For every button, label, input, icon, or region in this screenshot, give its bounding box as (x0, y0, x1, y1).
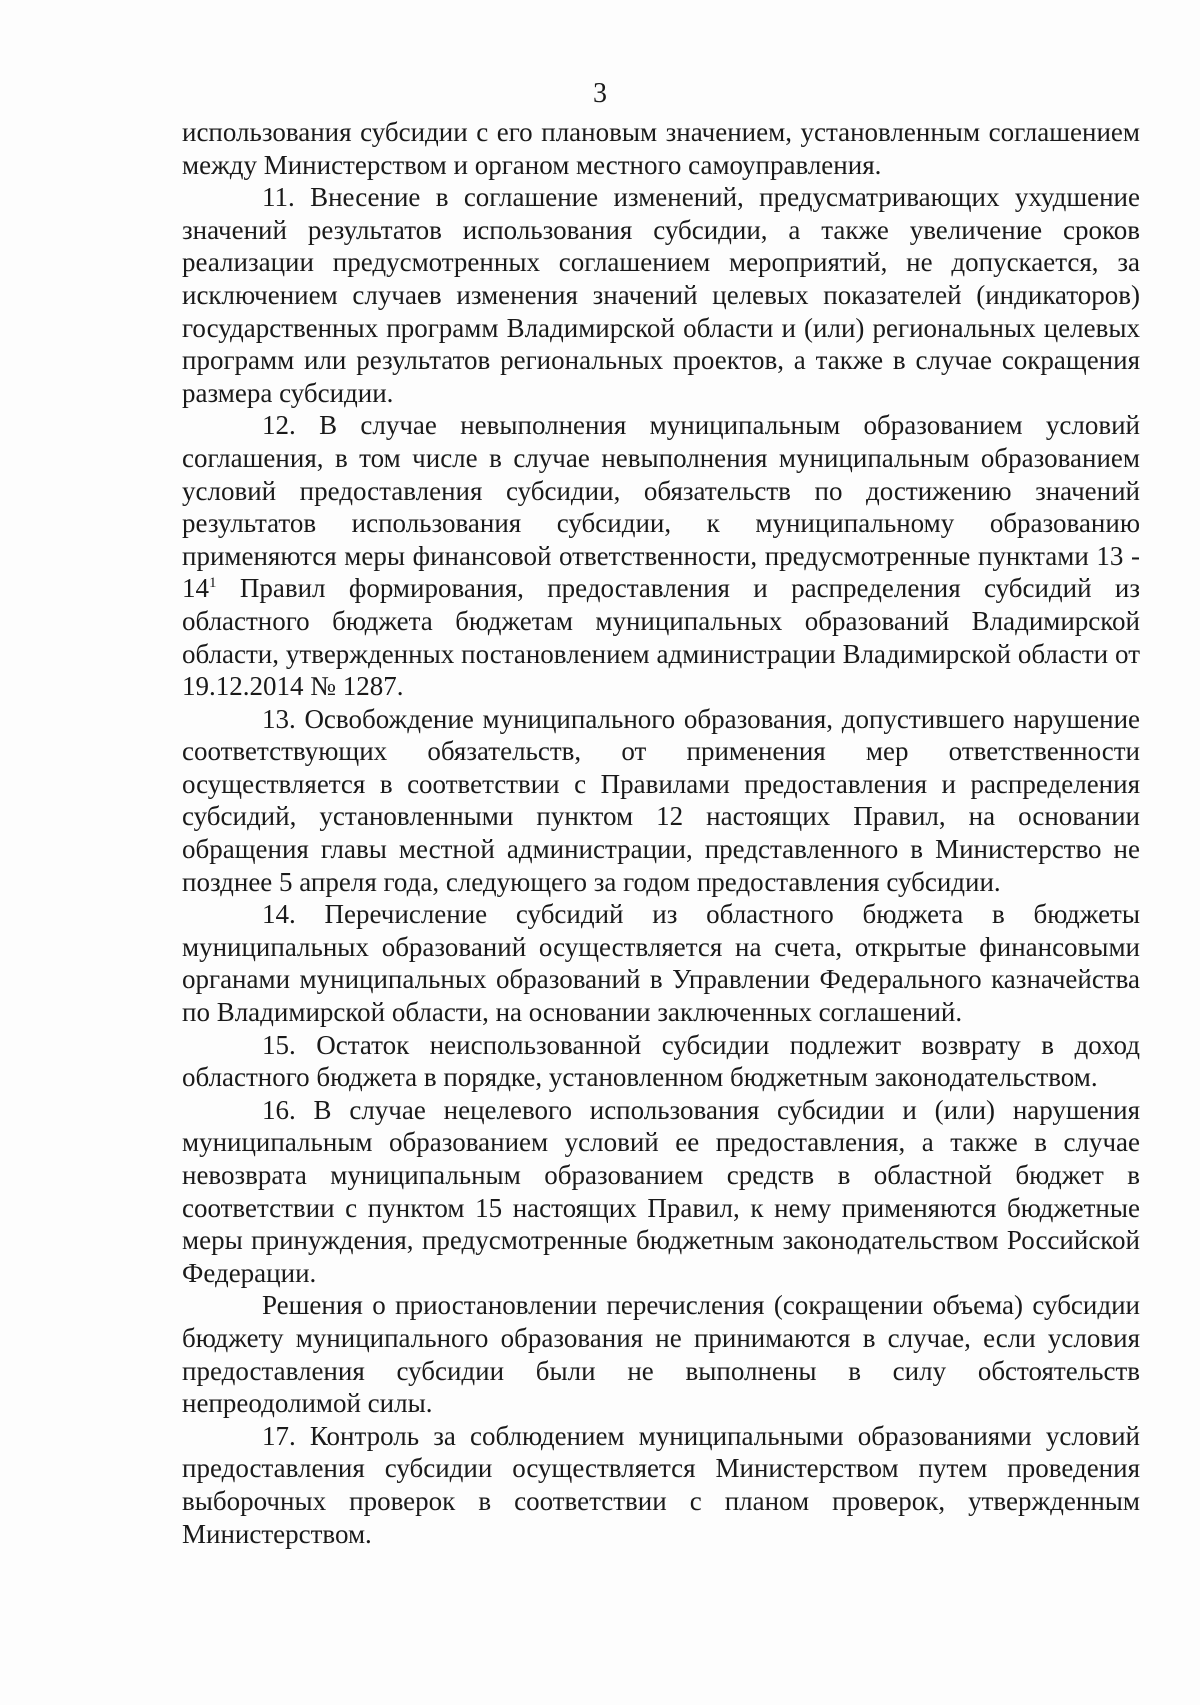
paragraph-15: 15. Остаток неиспользованной субсидии подлежит возврату в доход областного бюджета в порядке, установленном бюджетным законодательством. (182, 1029, 1140, 1093)
paragraph-16-decisions: Решения о приостановлении перечисления (сокращении объема) субсидии бюджету муниципального образования не принимаются в случае, если условия предоставления субсидии были не выполнены в силу обстоятельств непреодолимой силы. (182, 1290, 1140, 1419)
paragraph-11: 11. Внесение в соглашение изменений, предусматривающих ухудшение значений результатов использования субсидии, а также увеличение сроков реализации предусмотренных соглашением мероприятий, не допускается, за исключением случаев изменения значений целевых показателей (индикаторов) государственных программ Владимирской области и (или) региональных целевых программ или результатов региональных проектов, а также в случае сокращения размера субсидии. (182, 182, 1140, 408)
page-number: 3 (593, 78, 607, 109)
paragraph-12-text-b: Правил формирования, предоставления и распределения субсидий из областного бюджета бюджетам муниципальных образований Владимирской области, утвержденных постановлением администрации Владимирской области от 19.12.2014 № 1287. (182, 573, 1140, 702)
paragraph-13: 13. Освобождение муниципального образования, допустившего нарушение соответствующих обязательств, от применения мер ответственности осуществляется в соответствии с Правилами предоставления и распределения субсидий, установленными пунктом 12 настоящих Правил, на основании обращения главы местной администрации, представленного в Министерство не позднее 5 апреля года, следующего за годом предоставления субсидии. (182, 703, 1140, 897)
paragraph-17: 17. Контроль за соблюдением муниципальными образованиями условий предоставления субсидии осуществляется Министерством путем проведения выборочных проверок в соответствии с планом проверок, утвержденным Министерством. (182, 1420, 1140, 1549)
paragraph-12-superscript: 1 (209, 575, 217, 592)
document-body (182, 116, 1140, 1550)
paragraph-16: 16. В случае нецелевого использования субсидии и (или) нарушения муниципальным образованием условий ее предоставления, а также в случае невозврата муниципальным образованием средств в областной бюджет в соответствии с пунктом 15 настоящих Правил, к нему применяются бюджетные меры принуждения, предусмотренные бюджетным законодательством Российской Федерации. (182, 1094, 1140, 1288)
paragraph-14: 14. Перечисление субсидий из областного бюджета в бюджеты муниципальных образований осуществляется на счета, открытые финансовыми органами муниципальных образований в Управлении Федерального казначейства по Владимирской области, на основании заключенных соглашений. (182, 899, 1140, 1028)
paragraph-continuation: использования субсидии с его плановым значением, установленным соглашением между Министерством и органом местного самоуправления. (182, 117, 1140, 180)
paragraph-12 (182, 409, 1140, 702)
paragraph-12-text-a: 12. В случае невыполнения муниципальным образованием условий соглашения, в том числе в случае невыполнения муниципальным образованием условий предоставления субсидии, обязательств по достижению значений результатов использования субсидии, к муниципальному образованию применяются меры финансовой ответственности, предусмотренные пунктами 13 - 14 (182, 410, 1140, 604)
